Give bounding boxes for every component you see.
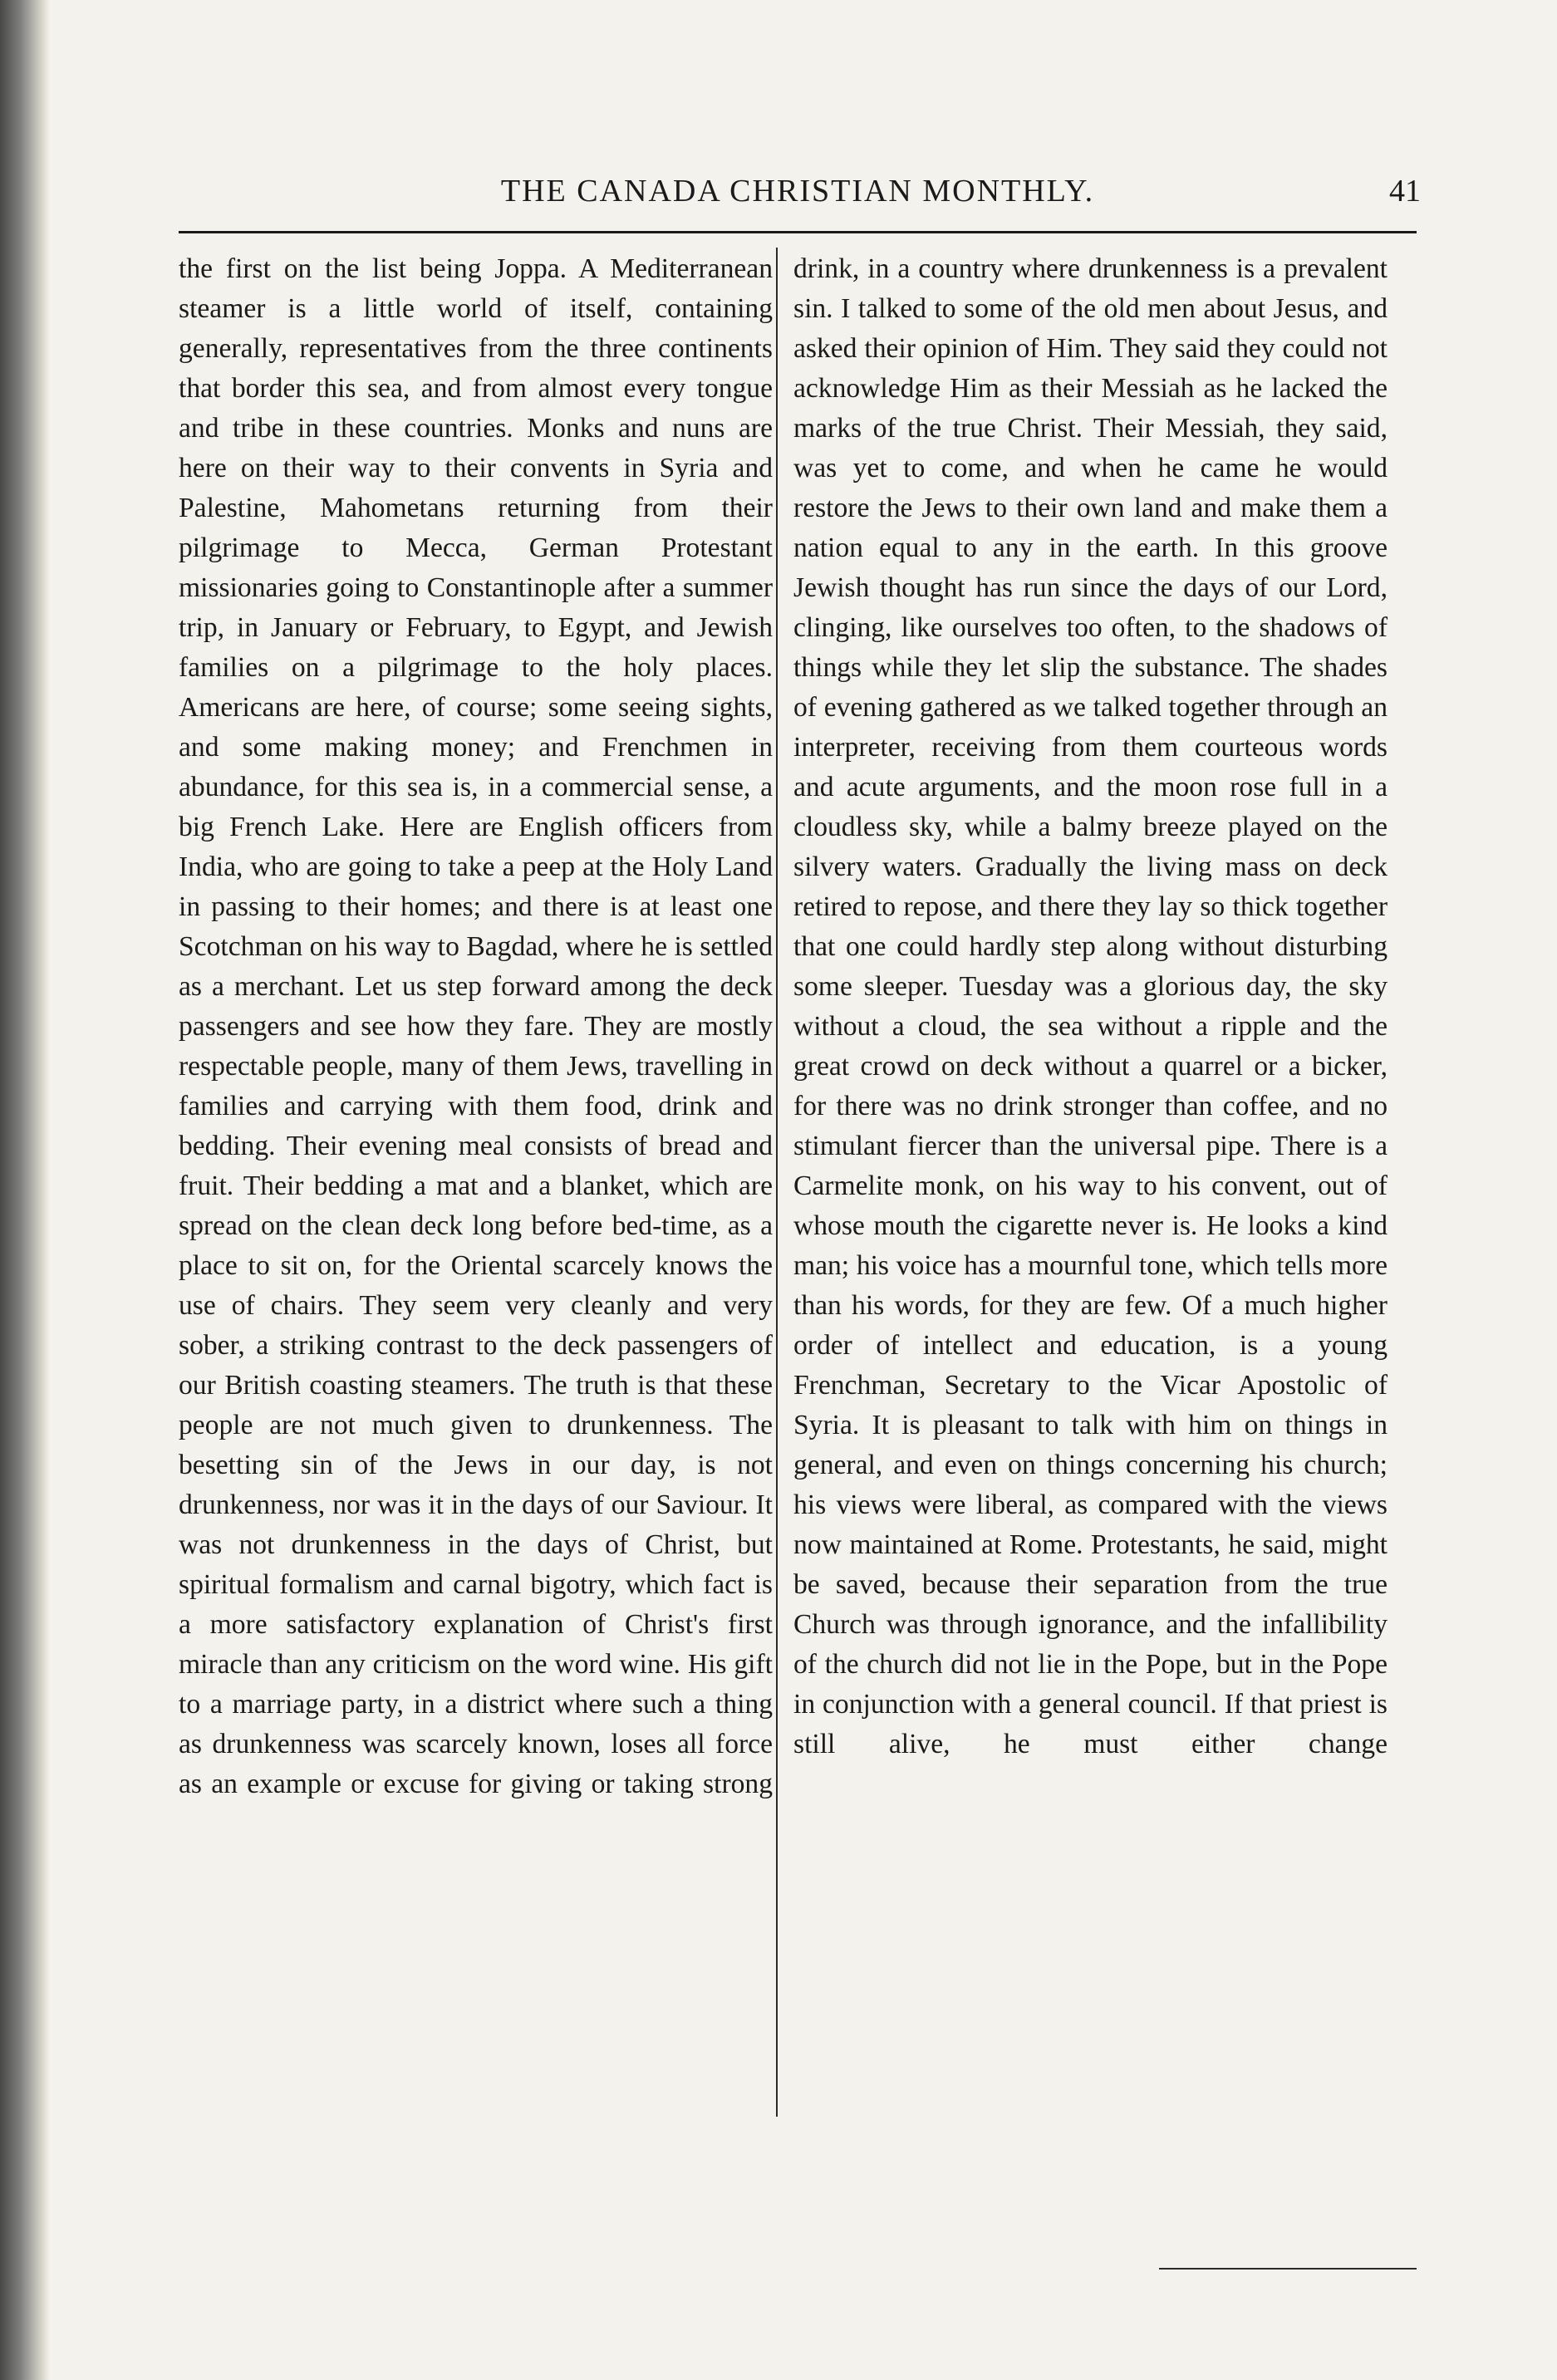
footer-rule <box>1159 2268 1417 2270</box>
page-number: 41 <box>1389 174 1421 209</box>
column-divider <box>776 248 778 2117</box>
right-column-text: drink, in a country where drunkenness is a prevalent sin. I talked to some of the old men about Jesus, and asked their opinion of Him. They said they could not acknowledge Him as their Messiah as he lacked the marks of the true Christ. Their Messiah, they said, was yet to come, and when he came he would restore the Jews to their own land and make them a nation equal to any in the earth. In this groove Jewish thought has run since the days of our Lord, clinging, like ourselves too often, to the shadows of things while they let slip the substance. The shades of evening gathered as we talked together through an interpreter, receiving from them courteous words and acute arguments, and the moon rose full in a cloudless sky, while a balmy breeze played on the silvery waters. Gradually the living mass on deck retired to repose, and there they lay so thick together that one could hardly step along without disturbing some sleeper. Tuesday was a glorious day, the sky without a cloud, the sea without a ripple and the great crowd on deck without a quarrel or a bicker, for there was no drink stronger than coffee, and no stimulant fiercer than the universal pipe. There is a Carmelite monk, on his way to his convent, out of whose mouth the cigarette never is. He looks a kind man; his voice has a mournful tone, which tells more than his words, for they are few. Of a much higher order of intellect and education, is a young Frenchman, Secretary to the Vicar Apostolic of Syria. It is pleasant to talk with him on things in general, and even on things concerning his church; his views were liberal, as compared with the views now maintained at Rome. Protestants, he said, might be saved, because their separation from the true Church was through ignorance, and the infallibility of the church did not lie in the Pope, but in the Pope in conjunction with a general council. If that priest is still alive, he must either change <box>793 253 1388 1759</box>
left-column-text: the first on the list being Joppa. A Mediterranean steamer is a little world of itself, containing generally, representatives from the three continents that border this sea, and from almost every tongue and tribe in these countries. Monks and nuns are here on their way to their convents in Syria and Palestine, Mahometans returning from their pilgrimage to Mecca, German Protestant missionaries going to Constantinople after a summer trip, in January or February, to Egypt, and Jewish families on a pilgrimage to the holy places. Americans are here, of course; some seeing sights, and some making money; and Frenchmen in abundance, for this sea is, in a commercial sense, a big French Lake. Here are English officers from India, who are going to take a peep at the Holy Land in passing to their homes; and there is at least one Scotchman on his way to Bagdad, where he is settled as a merchant. Let us step forward among the deck passengers and see how they fare. They are mostly respectable people, many of them Jews, travelling in families and carrying with them food, drink and bedding. Their evening meal consists of bread and fruit. Their bedding a mat and a blanket, which are spread on the clean deck long before bed-time, as a place to sit on, for the Oriental scarcely knows the use of chairs. They seem very cleanly and very sober, a striking contrast to the deck passengers of our British coasting steamers. The truth is that these people are not much given to drunkenness. The besetting sin of the Jews in our day, is not drunkenness, nor was it in the days of our Saviour. It was not drunkenness in the days of Christ, but spiritual formalism and carnal bigotry, which fact is a more satisfactory explanation of Christ's first miracle than any criticism on the word wine. His gift to a marriage party, in a district where such a thing as drunkenness was scarcely known, loses all force as an example or excuse for giving or taking strong <box>179 253 773 1799</box>
header-rule <box>179 231 1417 233</box>
running-head: THE CANADA CHRISTIAN MONTHLY. <box>500 174 1095 209</box>
page-header <box>174 166 1421 216</box>
right-column <box>793 249 1388 1764</box>
left-column <box>179 249 773 1804</box>
page-binding-shadow <box>0 0 50 2380</box>
